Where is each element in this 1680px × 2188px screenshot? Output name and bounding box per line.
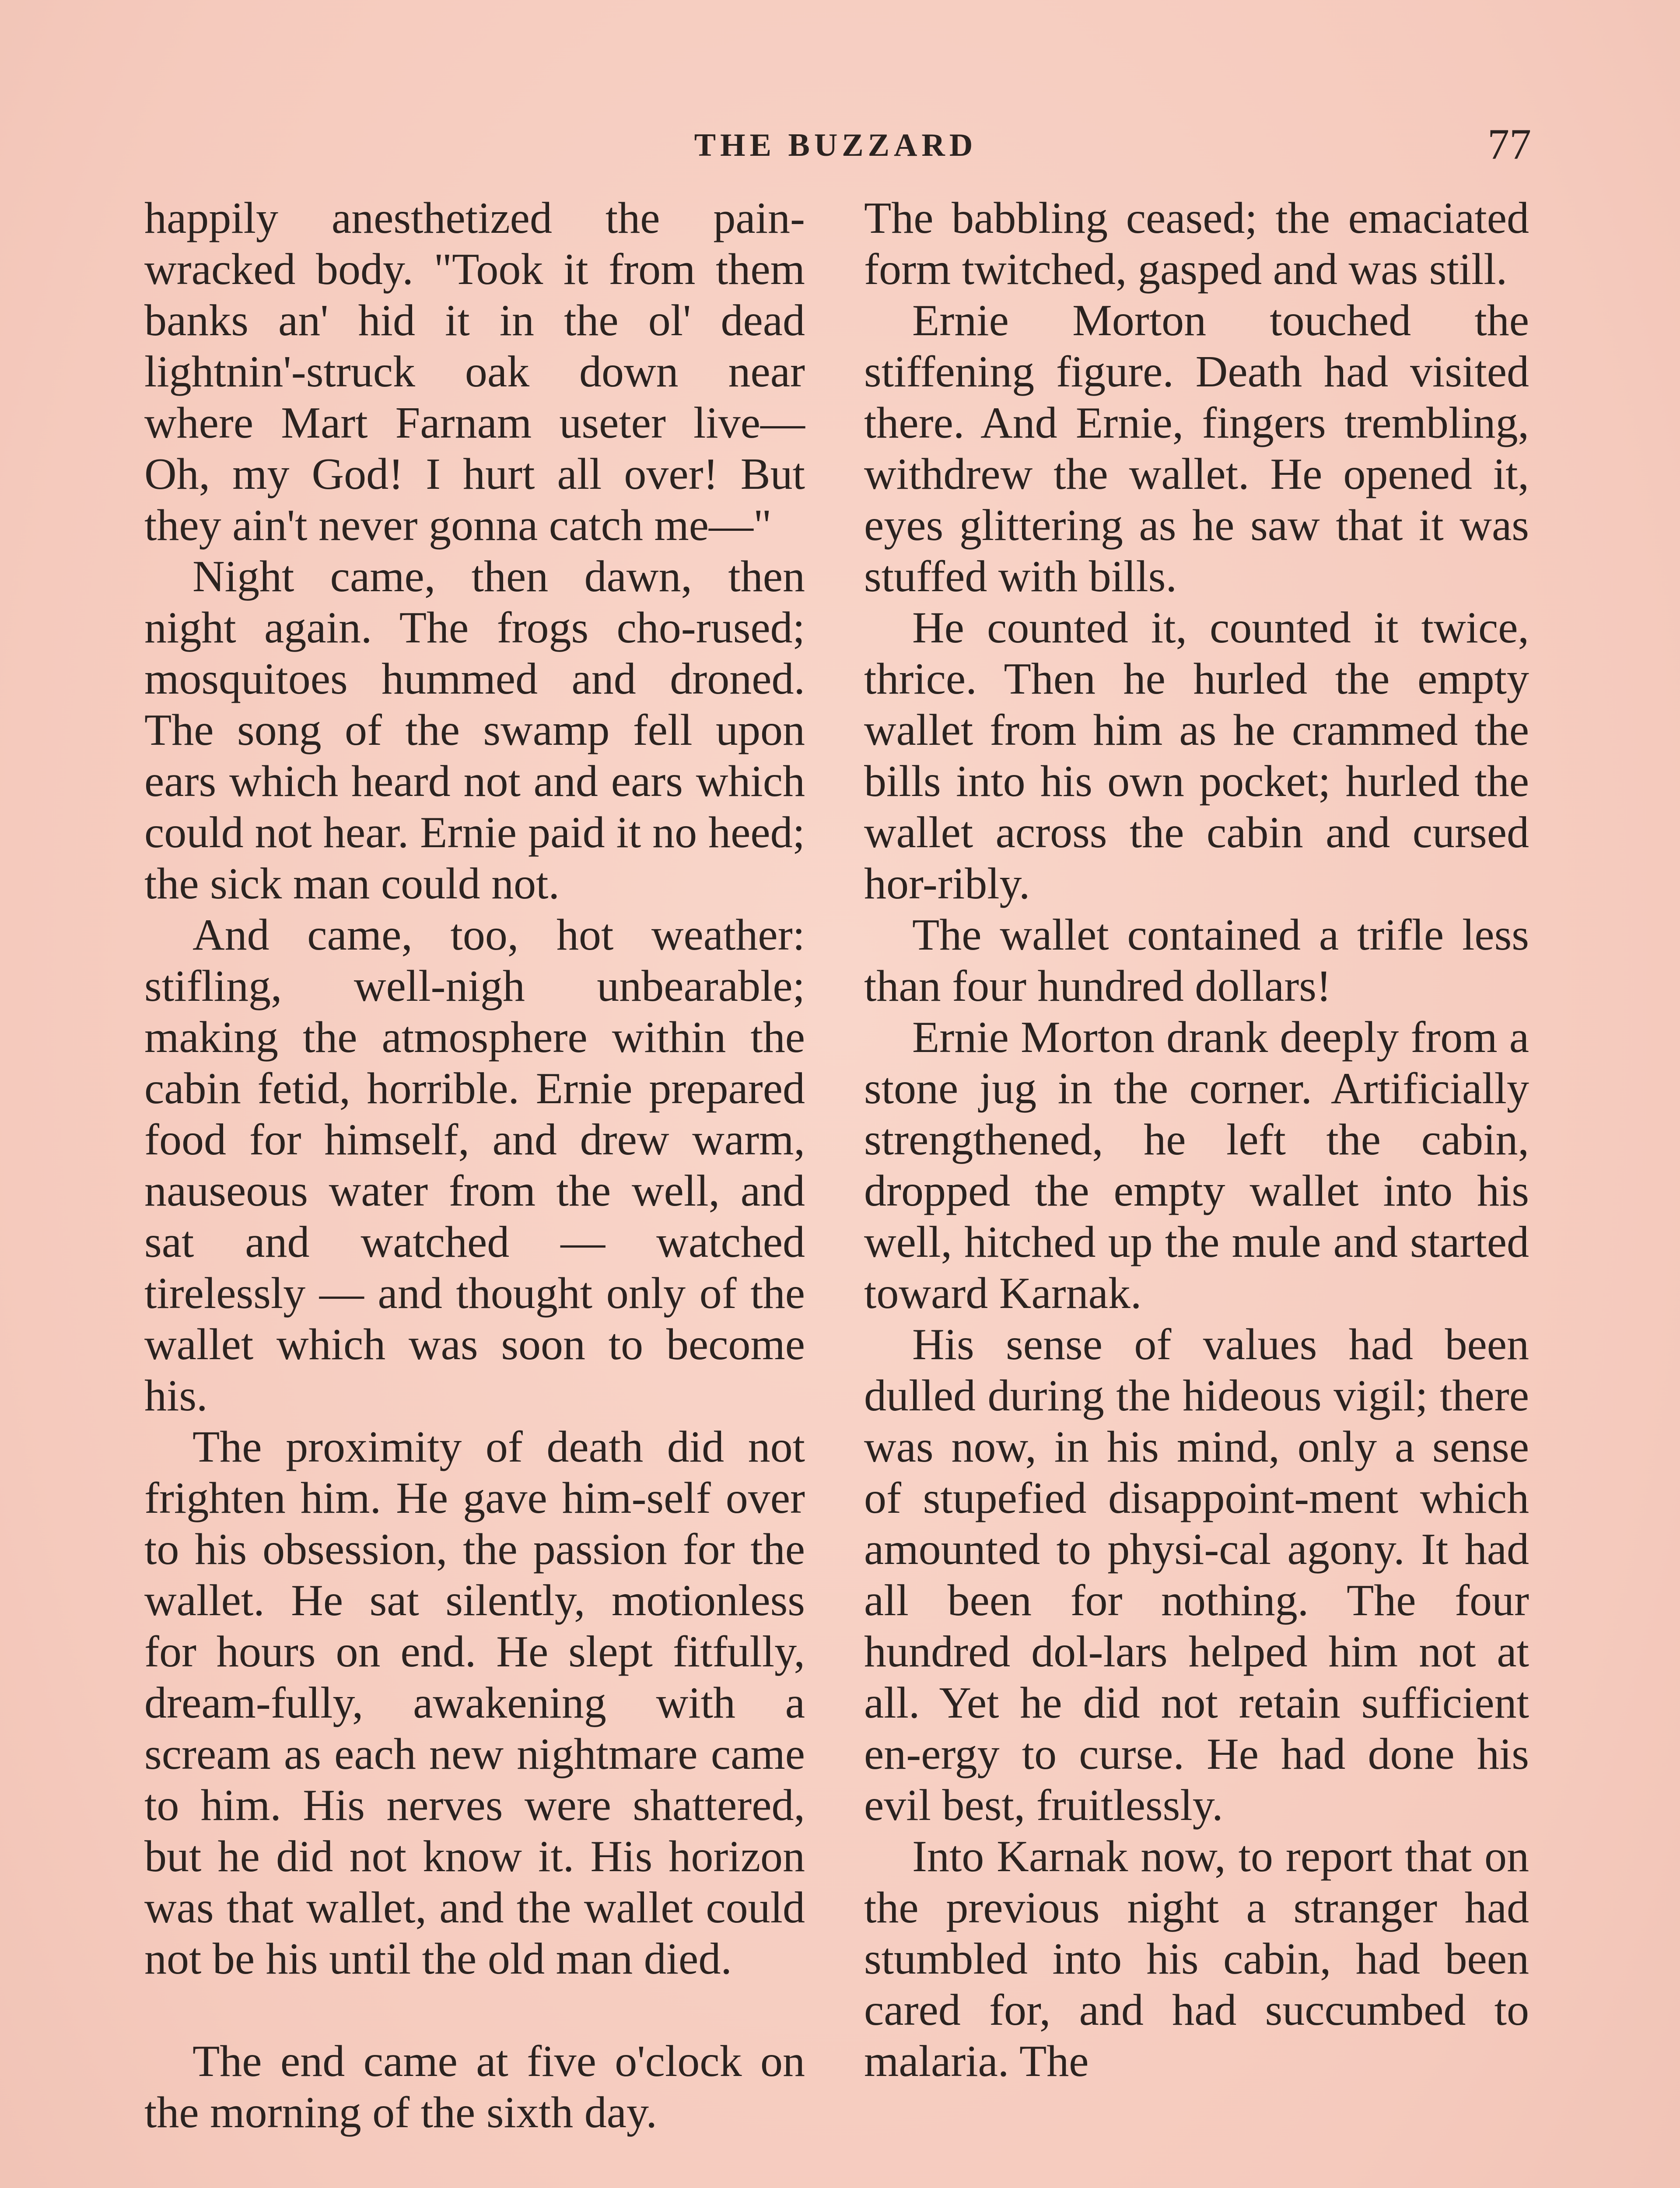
page-number: 77 bbox=[1488, 120, 1531, 168]
right-column bbox=[864, 193, 1529, 2087]
paragraph: His sense of values had been dulled during the hideous vigil; there was now, in his mind, only a sense of stupefied disappoint-ment which amounted to physi-cal agony. It had all been for nothing. The four hundred dol-lars helped him not at all. Yet he did not retain sufficient en-ergy to curse. He had done his evil best, fruitlessly. bbox=[864, 1320, 1529, 1830]
paragraph: Into Karnak now, to report that on the previous night a stranger had stumbled into his cabin, had been cared for, and had succumbed to malaria. The bbox=[864, 1832, 1529, 2086]
paragraph: And came, too, hot weather: stifling, well-nigh unbearable; making the atmosphere within the cabin fetid, horrible. Ernie prepared food for himself, and drew warm, nauseous water from the well, and sat and watched — watched tirelessly — and thought only of the wallet which was soon to become his. bbox=[144, 910, 805, 1420]
left-column bbox=[144, 193, 805, 2138]
paragraph: The proximity of death did not frighten him. He gave him-self over to his obsession, the passion for the wallet. He sat silently, motionless for hours on end. He slept fitfully, dream-fully, awakening with a scream as each new nightmare came to him. His nerves were shattered, but he did not know it. His horizon was that wallet, and the wallet could not be his until the old man died. bbox=[144, 1422, 805, 1984]
running-title: THE BUZZARD bbox=[694, 127, 977, 163]
paragraph: happily anesthetized the pain-wracked body. "Took it from them banks an' hid it in the ol' dead lightnin'-struck oak down near where Mart Farnam useter live— Oh, my God! I hurt all over! But they ain't never gonna catch me—" bbox=[144, 193, 805, 550]
paragraph: The wallet contained a trifle less than four hundred dollars! bbox=[864, 910, 1529, 1011]
section-break bbox=[144, 1985, 805, 2036]
paragraph: Night came, then dawn, then night again. The frogs cho-rused; mosquitoes hummed and droned. The song of the swamp fell upon ears which heard not and ears which could not hear. Ernie paid it no heed; the sick man could not. bbox=[144, 552, 805, 908]
paragraph: The babbling ceased; the emaciated form twitched, gasped and was still. bbox=[864, 193, 1529, 294]
paragraph: The end came at five o'clock on the morning of the sixth day. bbox=[144, 2037, 805, 2137]
paragraph: Ernie Morton drank deeply from a stone jug in the corner. Artificially strengthened, he left the cabin, dropped the empty wallet into his well, hitched up the mule and started toward Karnak. bbox=[864, 1013, 1529, 1318]
paragraph: Ernie Morton touched the stiffening figure. Death had visited there. And Ernie, fingers trembling, withdrew the wallet. He opened it, eyes glittering as he saw that it was stuffed with bills. bbox=[864, 296, 1529, 601]
paragraph: He counted it, counted it twice, thrice. Then he hurled the empty wallet from him as he crammed the bills into his own pocket; hurled the wallet across the cabin and cursed hor-ribly. bbox=[864, 603, 1529, 908]
